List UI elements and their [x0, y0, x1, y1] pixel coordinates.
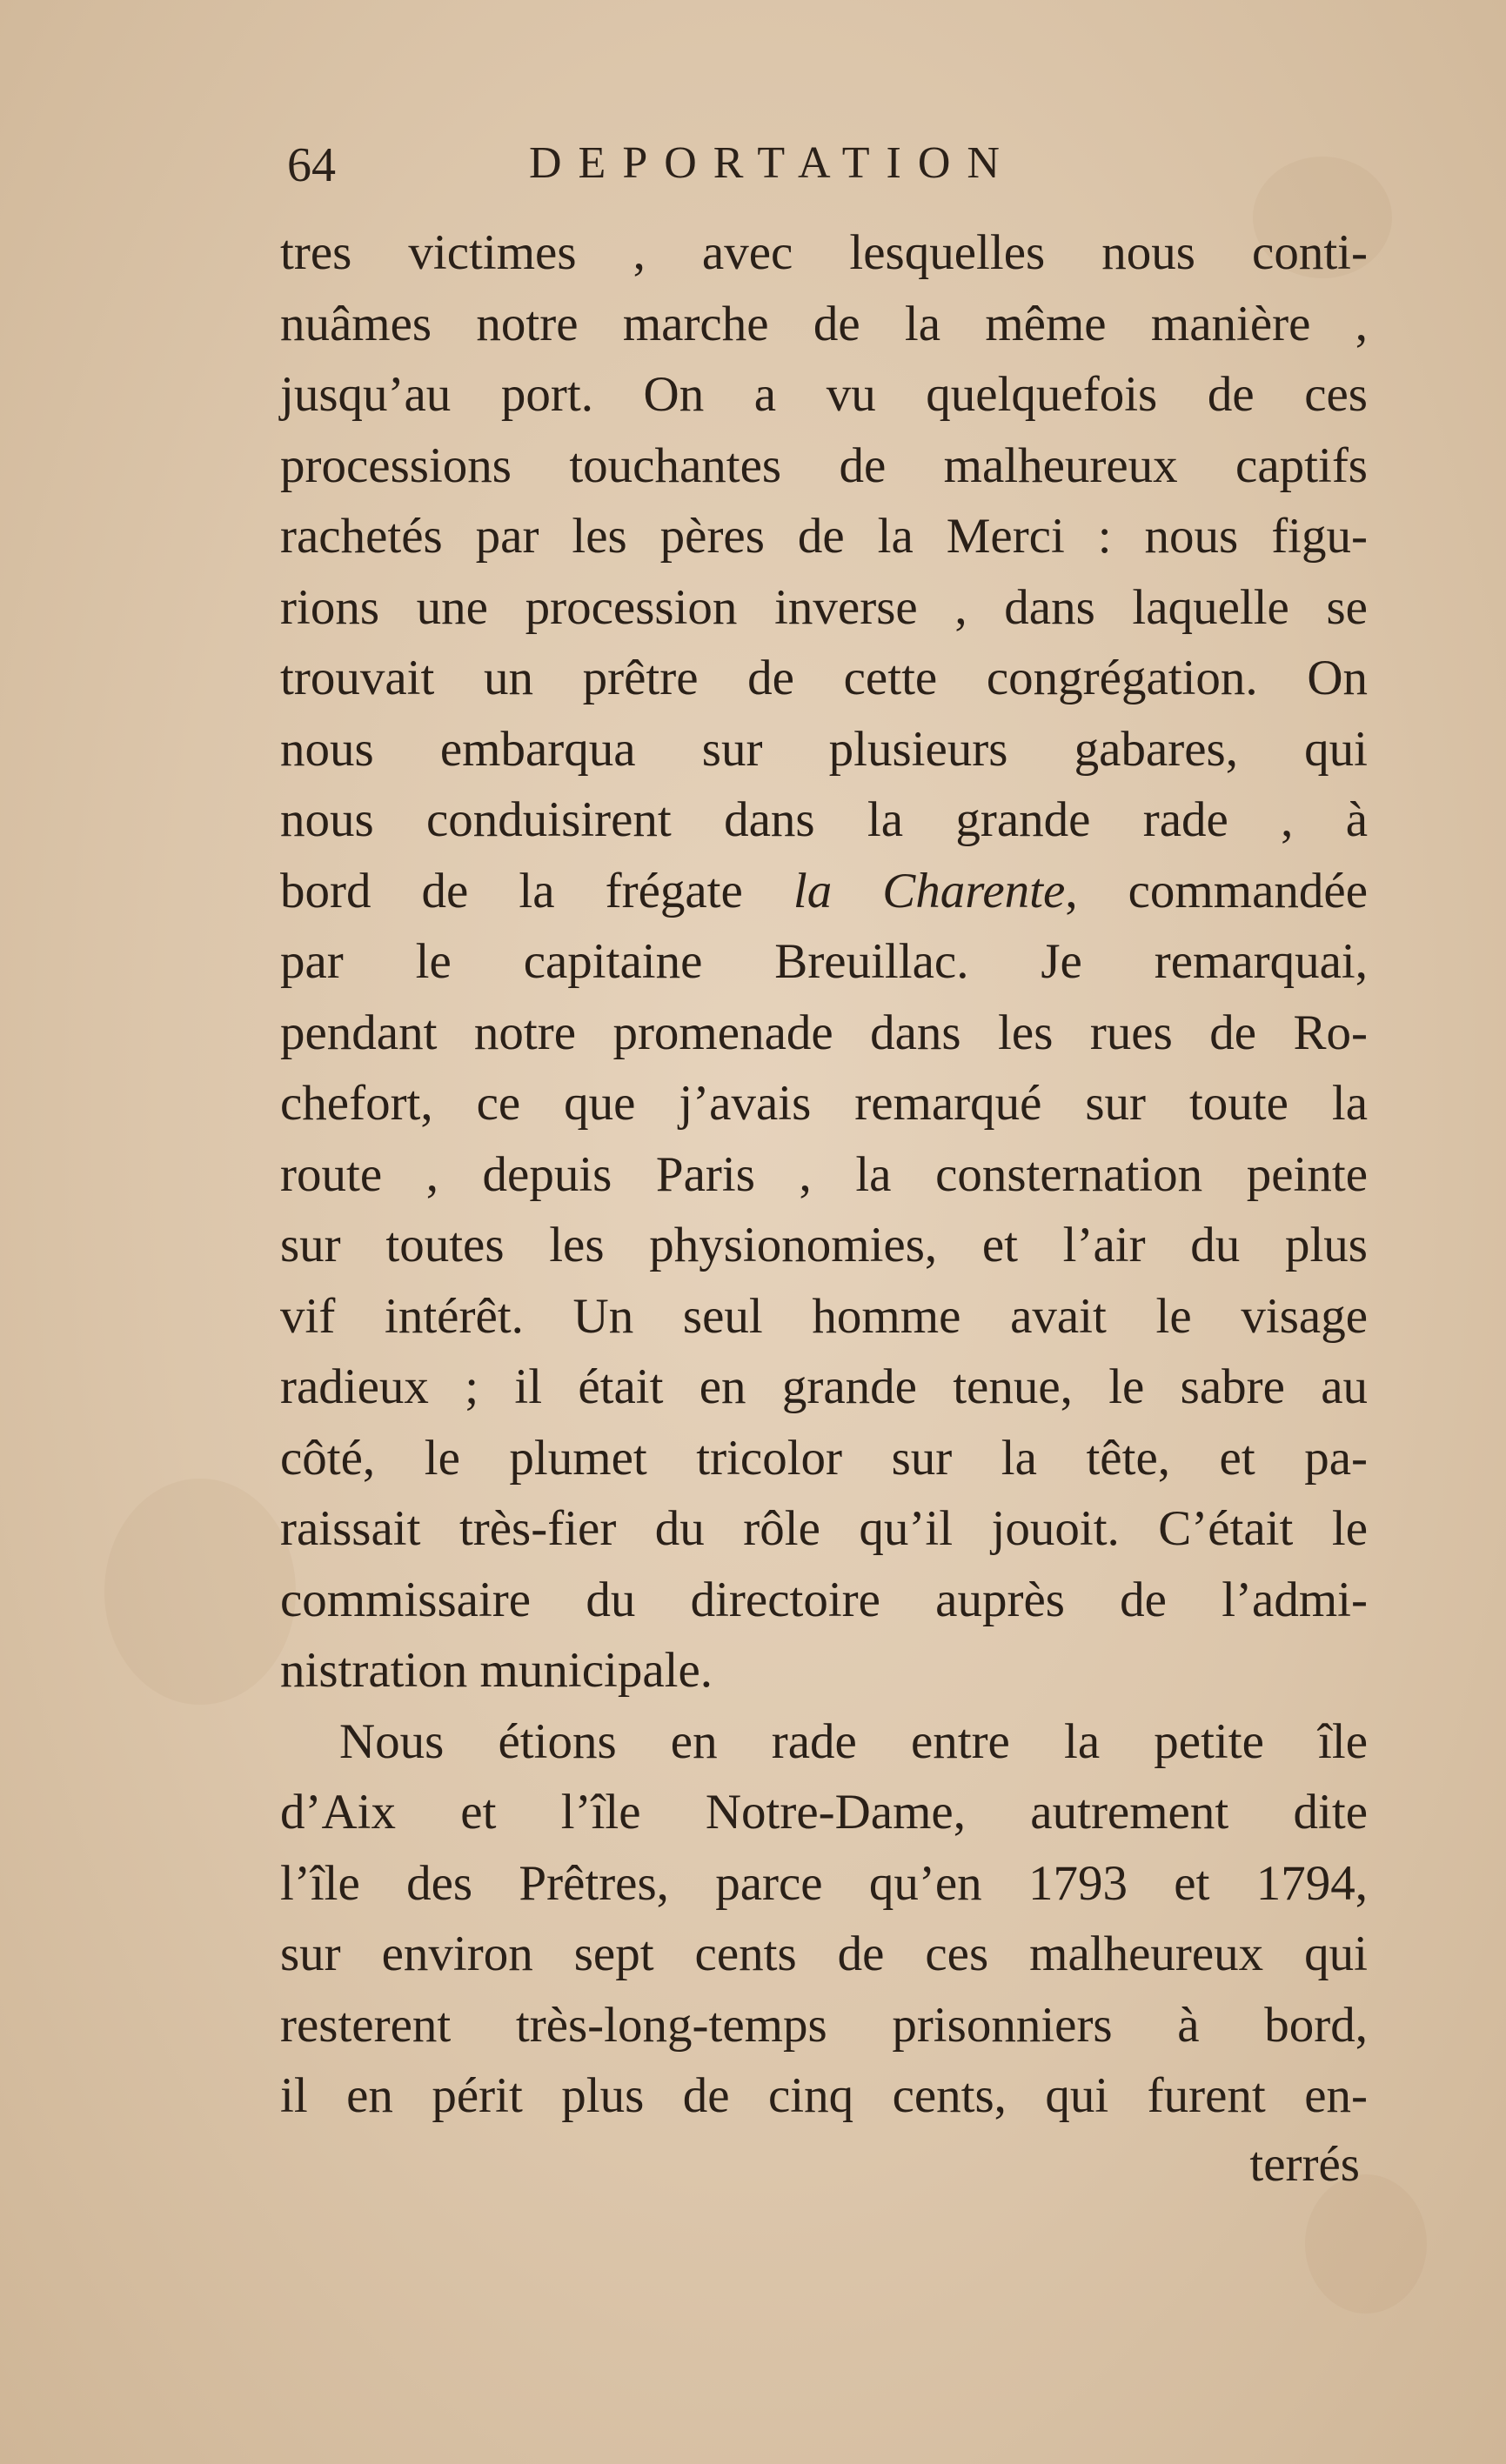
- text-line: l’île des Prêtres, parce qu’en 1793 et 1794,: [280, 1855, 1368, 1911]
- paper-stain: [104, 1479, 296, 1705]
- text-line: resterent très-long-temps prisonniers à bord,: [280, 1997, 1368, 2053]
- text-line: nous embarqua sur plusieurs gabares, qui: [280, 721, 1368, 777]
- page-header: [0, 137, 1506, 198]
- text-line: par le capitaine Breuillac. Je remarquai,: [280, 934, 1368, 989]
- text-line: d’Aix et l’île Notre-Dame, autrement dite: [280, 1785, 1368, 1840]
- text-line: tres victimes , avec lesquelles nous conti-: [280, 225, 1368, 280]
- text-line: commissaire du directoire auprès de l’admi-: [280, 1572, 1368, 1627]
- paragraph-end-line: nistration municipale.: [280, 1643, 713, 1698]
- text-line: processions touchantes de malheureux captifs: [280, 437, 1368, 493]
- page-number: 64: [287, 138, 336, 192]
- text-line: pendant notre promenade dans les rues de Ro-: [280, 1005, 1368, 1060]
- text-line: chefort, ce que j’avais remarqué sur toute la: [280, 1076, 1368, 1131]
- text-line: sur toutes les physionomies, et l’air du plus: [280, 1218, 1368, 1272]
- text-line: route , depuis Paris , la consternation peinte: [280, 1146, 1368, 1202]
- paragraph-start-line: Nous étions en rade entre la petite île: [339, 1713, 1368, 1769]
- text-line: sur environ sept cents de ces malheureux qui: [280, 1926, 1368, 1981]
- ship-name: la Charente: [793, 863, 1066, 918]
- text-line: nous conduisirent dans la grande rade , à: [280, 792, 1368, 847]
- text-line: jusqu’au port. On a vu quelquefois de ces: [280, 367, 1368, 422]
- text-line: raissait très-fier du rôle qu’il jouoit. C’était le: [280, 1501, 1368, 1556]
- text-line: nuâmes notre marche de la même manière ,: [280, 296, 1368, 351]
- text-line: rions une procession inverse , dans laquelle se: [280, 579, 1368, 635]
- text-line: bord de la frégate la Charente, commandée: [280, 863, 1368, 918]
- text-line: trouvait un prêtre de cette congrégation. On: [280, 651, 1368, 705]
- catchword: terrés: [1249, 2137, 1360, 2192]
- text-line: vif intérêt. Un seul homme avait le visage: [280, 1288, 1368, 1344]
- text-line: côté, le plumet tricolor sur la tête, et pa-: [280, 1430, 1368, 1486]
- running-head: DEPORTATION: [529, 138, 1016, 188]
- body-text: [280, 217, 1368, 2132]
- text-line: radieux ; il était en grande tenue, le sabre au: [280, 1359, 1368, 1414]
- paper-stain: [1305, 2174, 1427, 2314]
- text-line: il en périt plus de cinq cents, qui furent en-: [280, 2068, 1368, 2123]
- text-line: rachetés par les pères de la Merci : nous figu-: [280, 509, 1368, 564]
